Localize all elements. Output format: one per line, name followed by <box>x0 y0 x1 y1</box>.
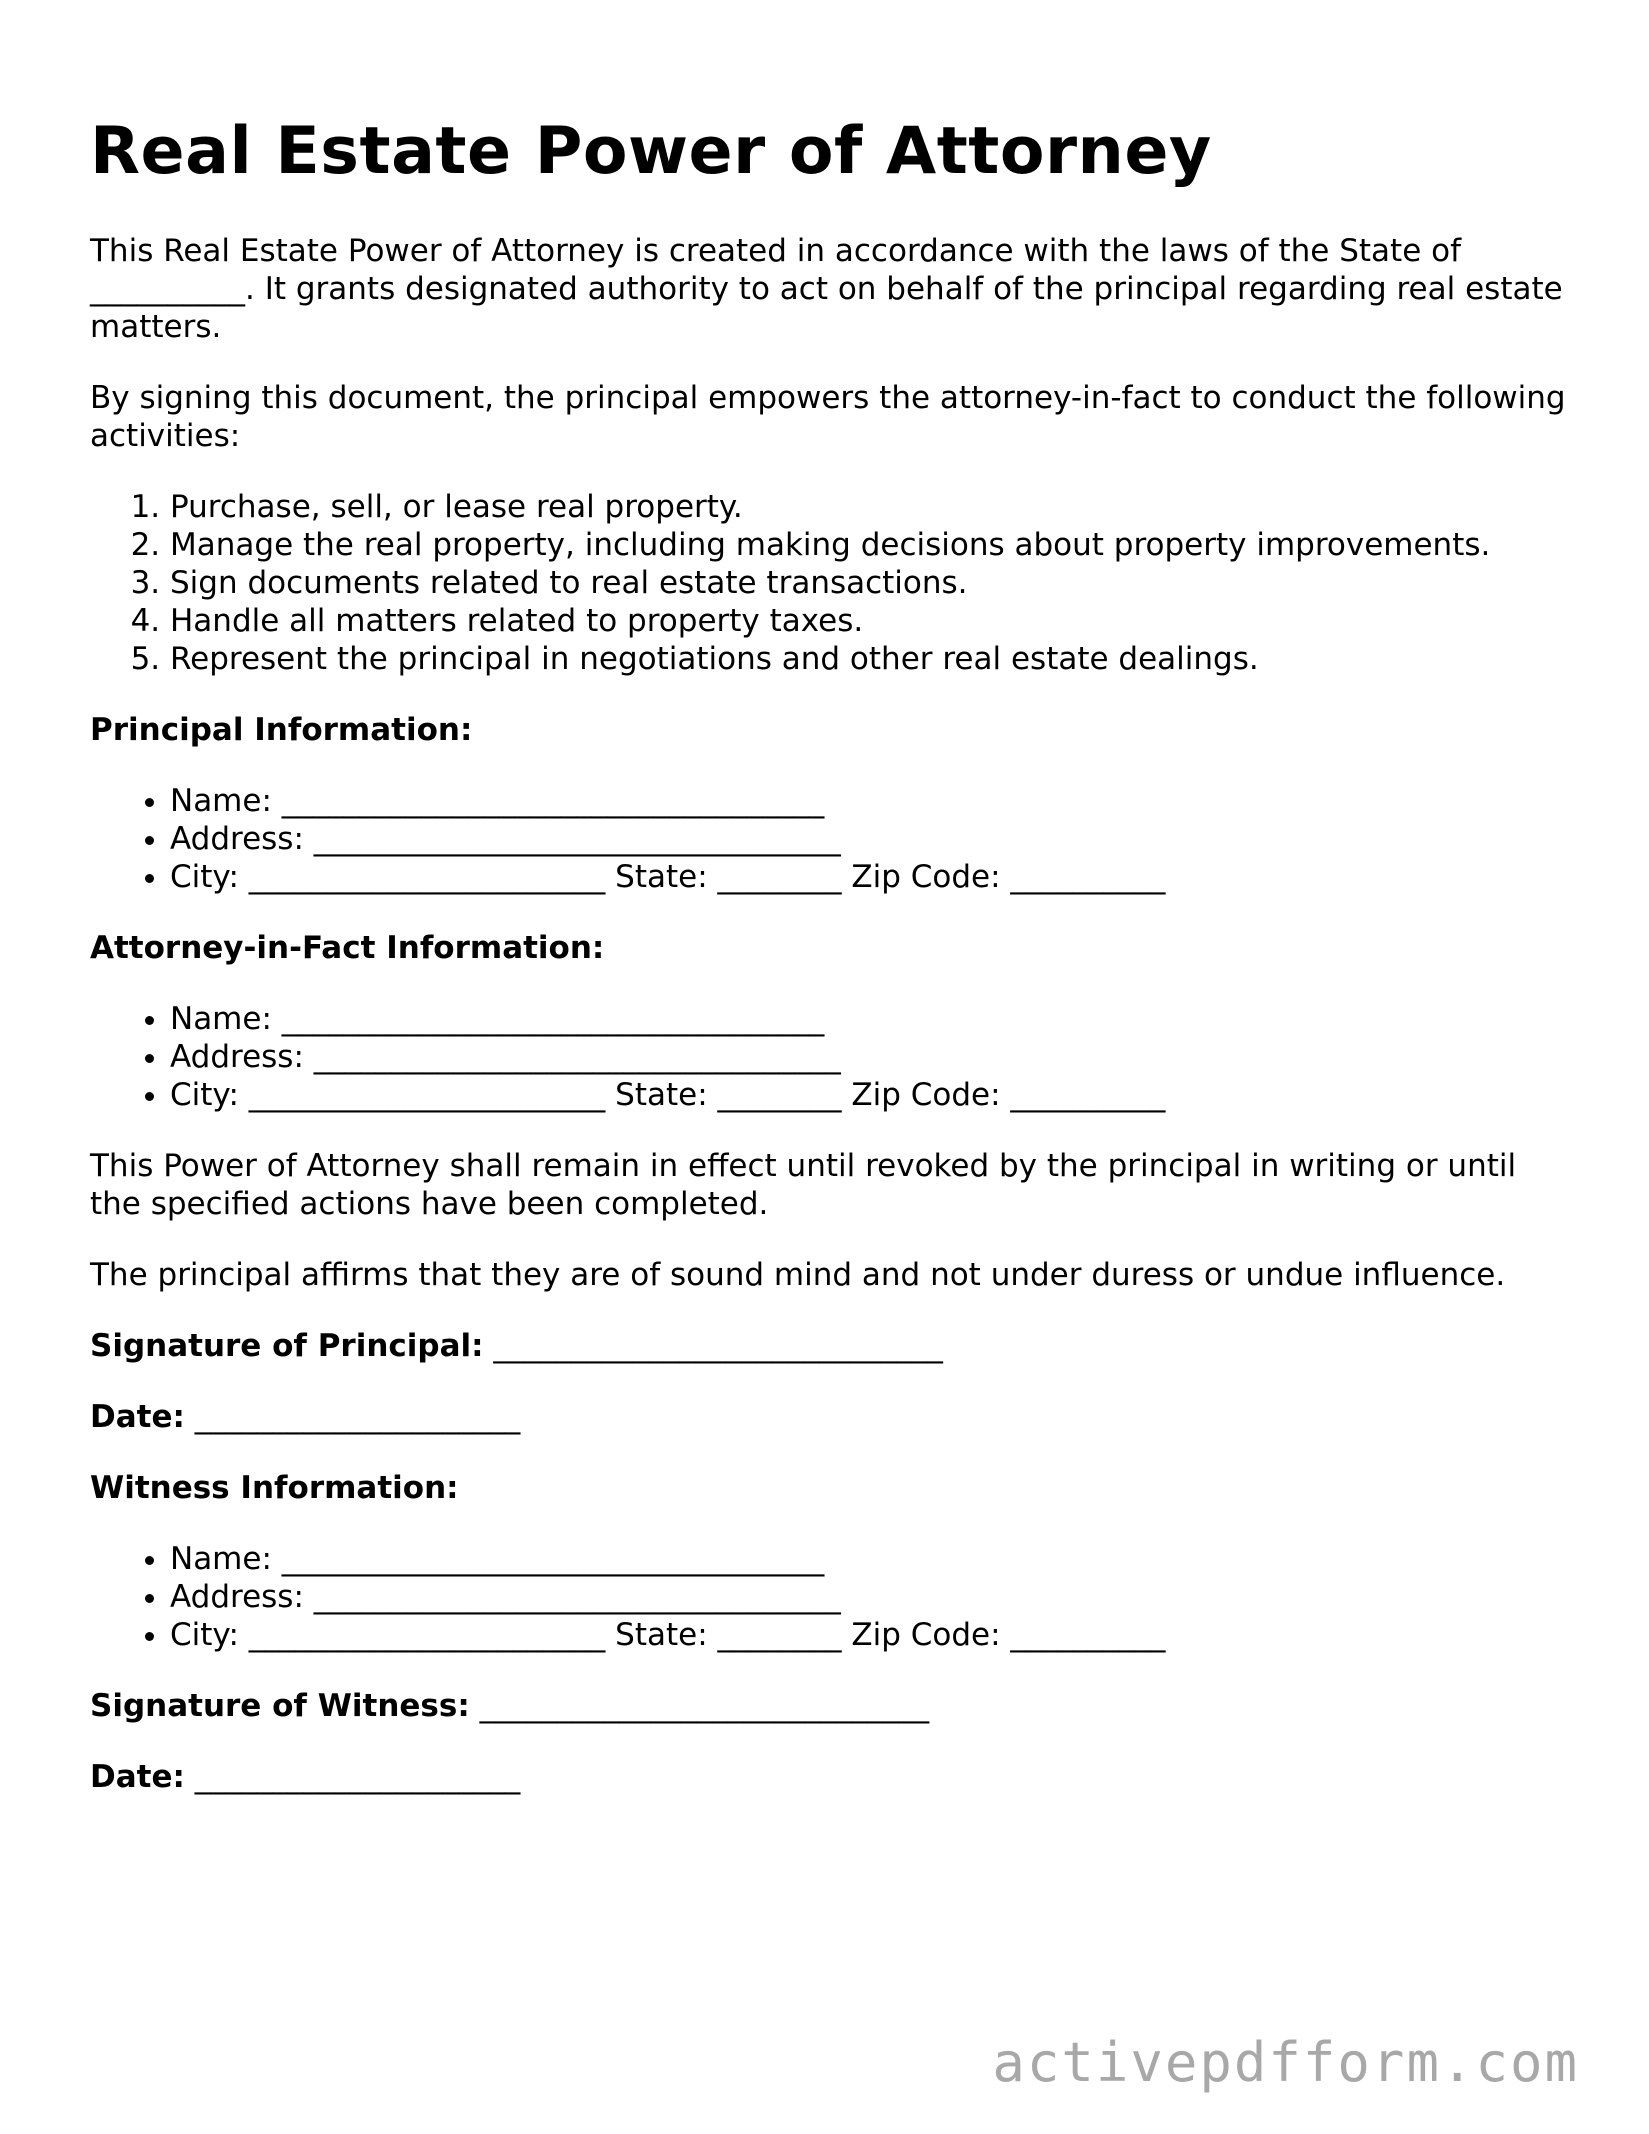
witness-date-line <box>90 1758 1570 1796</box>
power-item: 2. Manage the real property, including making decisions about property improvements. <box>170 526 1570 564</box>
sound-mind-paragraph: The principal affirms that they are of sound mind and not under duress or undue influence. <box>90 1257 1506 1293</box>
witness-date-label: Date: <box>90 1759 185 1795</box>
principal-signature-field[interactable]: _____________________________ <box>493 1328 943 1364</box>
power-item: 3. Sign documents related to real estate transactions. <box>170 564 1570 602</box>
witness-signature-field[interactable]: _____________________________ <box>479 1688 930 1724</box>
attorney-info-list <box>90 1000 1570 1114</box>
effect-paragraph: This Power of Attorney shall remain in effect until revoked by the principal in writing or until the specified actions have been completed. <box>90 1148 1517 1222</box>
principal-info-list <box>90 782 1570 896</box>
attorney-info-heading: Attorney-in-Fact Information: <box>90 930 605 966</box>
principal-signature-line <box>90 1327 1570 1365</box>
principal-date-field[interactable]: _____________________ <box>194 1399 521 1435</box>
principal-info-heading: Principal Information: <box>90 712 473 748</box>
principal-name-field[interactable]: • Name: ___________________________________ <box>170 782 1570 820</box>
witness-date-field[interactable]: _____________________ <box>194 1759 521 1795</box>
attorney-name-field[interactable]: • Name: ___________________________________ <box>170 1000 1570 1038</box>
power-item: 4. Handle all matters related to property taxes. <box>170 602 1570 640</box>
intro-paragraph: This Real Estate Power of Attorney is created in accordance with the laws of the State of __________. It grants designated authority to act on behalf of the principal regarding real estate matters. <box>90 233 1563 345</box>
document-title: Real Estate Power of Attorney <box>90 114 1212 189</box>
principal-date-line <box>90 1398 1570 1436</box>
witness-name-field[interactable]: • Name: ___________________________________ <box>170 1540 1570 1578</box>
powers-list <box>90 488 1570 678</box>
powers-intro-paragraph: By signing this document, the principal empowers the attorney-in-fact to conduct the following activities: <box>90 380 1566 454</box>
attorney-city-state-zip-field[interactable]: • City: _______________________ State: ________ Zip Code: __________ <box>170 1076 1570 1114</box>
watermark-text: activepdfform.com <box>992 2031 1579 2094</box>
principal-date-label: Date: <box>90 1399 185 1435</box>
attorney-address-field[interactable]: • Address: __________________________________ <box>170 1038 1570 1076</box>
principal-signature-label: Signature of Principal: <box>90 1328 484 1364</box>
witness-signature-label: Signature of Witness: <box>90 1688 470 1724</box>
witness-info-heading: Witness Information: <box>90 1470 459 1506</box>
witness-signature-line <box>90 1687 1570 1725</box>
document-page <box>90 112 1570 1829</box>
power-item: 1. Purchase, sell, or lease real property. <box>170 488 1570 526</box>
witness-city-state-zip-field[interactable]: • City: _______________________ State: ________ Zip Code: __________ <box>170 1616 1570 1654</box>
principal-address-field[interactable]: • Address: __________________________________ <box>170 820 1570 858</box>
witness-address-field[interactable]: • Address: __________________________________ <box>170 1578 1570 1616</box>
witness-info-list <box>90 1540 1570 1654</box>
principal-city-state-zip-field[interactable]: • City: _______________________ State: ________ Zip Code: __________ <box>170 858 1570 896</box>
power-item: 5. Represent the principal in negotiations and other real estate dealings. <box>170 640 1570 678</box>
